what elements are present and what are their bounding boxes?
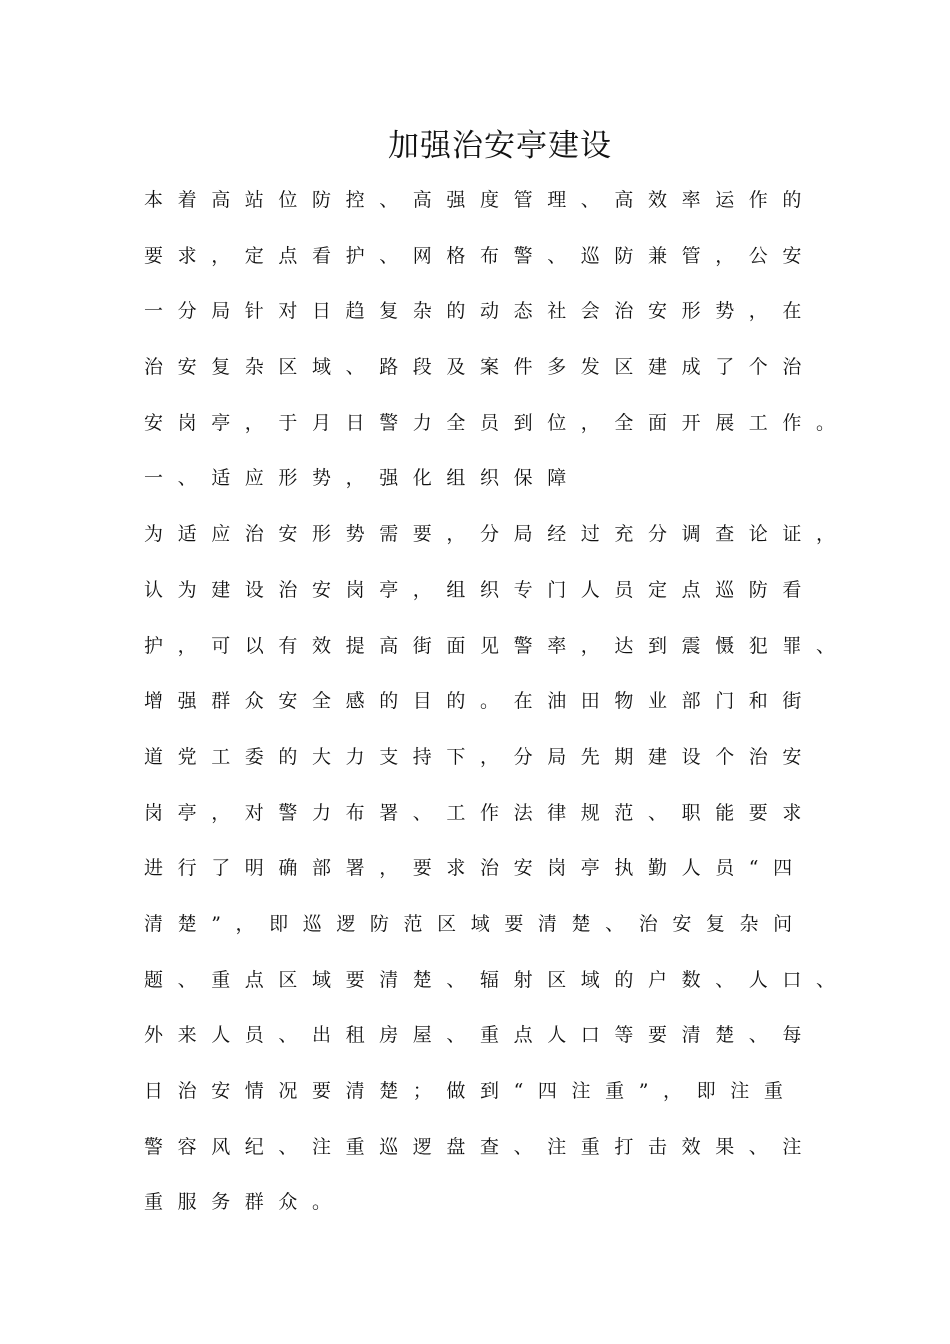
text-line: 本着高站位防控、高强度管理、高效率运作的: [144, 189, 817, 211]
text-line: 题、重点区域要清楚、辐射区域的户数、人口、: [144, 968, 850, 991]
section-heading: 一、适应形势，强化组织保障: [144, 467, 581, 490]
text-line: 要求，定点看护、网格布警、巡防兼管，公安: [144, 244, 817, 267]
text-line: 增强群众安全感的目的。在油田物业部门和街: [144, 690, 817, 713]
document-body: [144, 182, 850, 1240]
text-line: 日治安情况要清楚；做到“四注重”，即注重: [144, 1080, 798, 1102]
text-line: 警容风纪、注重巡逻盘查、注重打击效果、注: [144, 1135, 817, 1158]
text-line: 清楚”，即巡逻防范区域要清楚、治安复杂问: [144, 912, 807, 935]
text-line: 岗亭，对警力布署、工作法律规范、职能要求: [144, 801, 817, 824]
text-line: 进行了明确部署，要求治安岗亭执勤人员“四: [144, 857, 807, 880]
text-line: 认为建设治安岗亭，组织专门人员定点巡防看: [144, 578, 817, 601]
text-line: 重服务群众。: [144, 1191, 346, 1214]
document-title: 加强治安亭建设: [388, 128, 612, 164]
text-line: 安岗亭，于月日警力全员到位，全面开展工作。: [144, 411, 850, 434]
text-line: 外来人员、出租房屋、重点人口等要清楚、每: [144, 1024, 817, 1047]
text-line: 治安复杂区域、路段及案件多发区建成了个治: [144, 356, 817, 379]
text-line: 道党工委的大力支持下，分局先期建设个治安: [144, 745, 817, 768]
text-line: 护，可以有效提高街面见警率，达到震慑犯罪、: [144, 634, 850, 657]
text-line: 为适应治安形势需要，分局经过充分调查论证，: [144, 523, 850, 546]
text-line: 一分局针对日趋复杂的动态社会治安形势，在: [144, 300, 817, 323]
